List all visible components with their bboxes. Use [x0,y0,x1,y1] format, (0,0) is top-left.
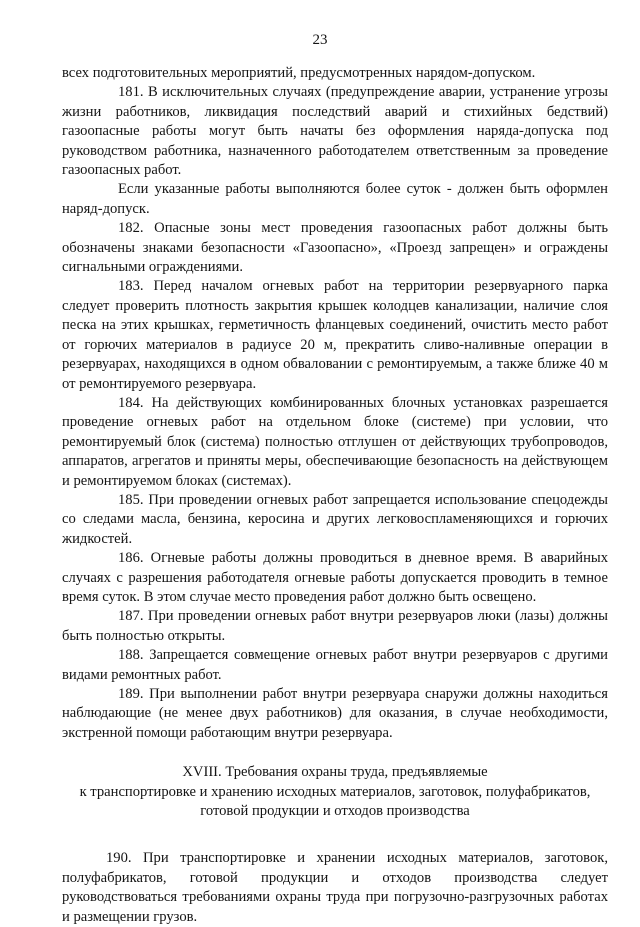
paragraph-190: 190. При транспортировке и хранении исходных материалов, заготовок, полуфабрикатов, готовой продукции и отходов производства следует руководствоваться требованиями охраны труда при погрузочно-разгрузочных работах и размещении грузов. [62,850,608,925]
section-heading [62,763,608,821]
paragraph-181: 181. В исключительных случаях (предупреждение аварии, устранение угрозы жизни работников, ликвидация последствий аварий и стихийных бедствий) газоопасные работы могут быть начаты без оформления наряда-допуска под руководством работника, назначенного работодателем ответственным за проведение газоопасных работ. [62,84,608,179]
paragraph-186: 186. Огневые работы должны проводиться в дневное время. В аварийных случаях с разрешения работодателя огневые работы допускается проводить в темное время суток. В этом случае место проведения работ должно быть освещено. [62,550,608,605]
paragraph-187: 187. При проведении огневых работ внутри резервуаров люки (лазы) должны быть полностью открыты. [62,608,608,644]
paragraph-182: 182. Опасные зоны мест проведения газоопасных работ должны быть обозначены знаками безопасности «Газоопасно», «Проезд запрещен» и ограждены сигнальными ограждениями. [62,220,608,276]
paragraph-184: 184. На действующих комбинированных блочных установках разрешается проведение огневых работ на отдельном блоке (системе) при условии, что ремонтируемый блок (система) полностью отглушен от действующих трубопроводов, аппаратов, агрегатов и приняты меры, обеспечивающие безопасность на действующем и ремонтируемом блоках (системах). [62,394,608,489]
page-number: 23 [312,32,328,48]
paragraph-continuation: всех подготовительных мероприятий, предусмотренных нарядом-допуском. [62,65,536,81]
paragraph-189: 189. При выполнении работ внутри резервуара снаружи должны находиться наблюдающие (не менее двух работников) для оказания, в случае необходимости, экстренной помощи работающим внутри резервуара. [62,686,608,741]
section-title-line-1: XVIII. Требования охраны труда, предъявляемые [182,764,488,781]
section-title-line-2: к транспортировке и хранению исходных материалов, заготовок, полуфабрикатов, [79,783,591,800]
section-title-line-3: готовой продукции и отходов производства [200,803,470,820]
paragraph-188: 188. Запрещается совмещение огневых работ внутри резервуаров с другими видами ремонтных работ. [62,647,608,683]
paragraph-185: 185. При проведении огневых работ запрещается использование спецодежды со следами масла, бензина, керосина и других легковоспламеняющихся и горючих жидкостей. [62,491,608,547]
paragraph-183: 183. Перед началом огневых работ на территории резервуарного парка следует проверить плотность закрытия крышек колодцев канализации, наличие слоя песка на этих крышках, герметичность фланцевых соединений, очистить место работ от горючих материалов в радиусе 20 м, прекратить сливо-наливные операции в резервуарах, находящихся в одном обваловании с ремонтируемым, а также ближе 40 м от ремонтируемого резервуара. [62,278,608,392]
document-body [62,64,608,927]
paragraph-181-note: Если указанные работы выполняются более суток - должен быть оформлен наряд-допуск. [62,181,608,217]
